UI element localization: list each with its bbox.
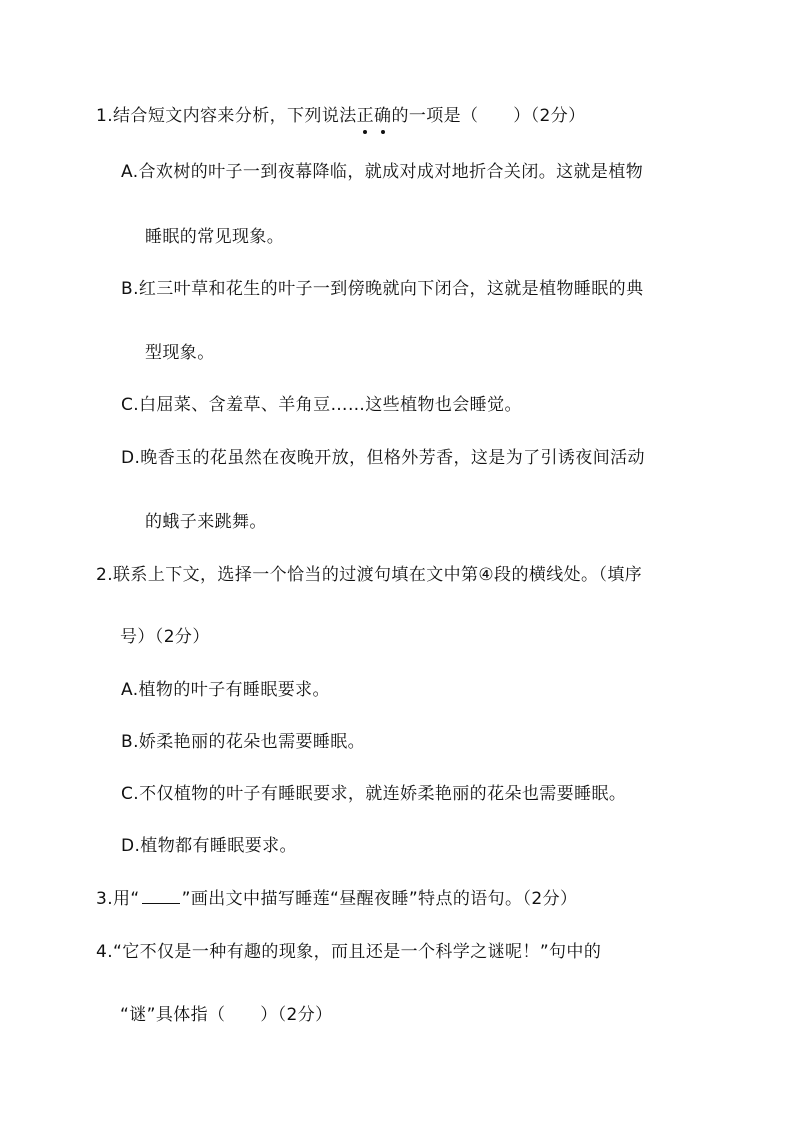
- q1-option-b-line2: 型现象。: [145, 343, 215, 363]
- emphasized-char-1: 正: [356, 106, 375, 126]
- question-4-stem-line1: 4.“它不仅是一种有趣的现象，而且还是一个科学之谜呢！”句中的: [96, 942, 602, 962]
- underline-mark: [142, 889, 180, 904]
- emphasized-char-2: 确: [374, 106, 392, 126]
- question-1-stem: [96, 104, 586, 128]
- question-1-stem-tail: 的一项是（ ）（2分）: [391, 106, 586, 126]
- q2-option-c: C.不仅植物的叶子有睡眠要求，就连娇柔艳丽的花朵也需要睡眠。: [121, 784, 627, 804]
- question-3-stem-text: 3.用“: [96, 889, 140, 909]
- q1-option-a-line2: 睡眠的常见现象。: [145, 227, 285, 247]
- question-3-stem-tail: ”画出文中描写睡莲“昼醒夜睡”特点的语句。（2分）: [181, 889, 578, 909]
- question-2-stem-line1: 2.联系上下文，选择一个恰当的过渡句填在文中第④段的横线处。（填序: [96, 565, 643, 585]
- question-1-stem-text: 1.结合短文内容来分析，下列说法: [96, 106, 357, 126]
- q2-option-b: B.娇柔艳丽的花朵也需要睡眠。: [121, 732, 366, 752]
- q2-option-d: D.植物都有睡眠要求。: [121, 836, 297, 856]
- q1-option-d-line1: D.晚香玉的花虽然在夜晚开放，但格外芳香，这是为了引诱夜间活动: [121, 448, 645, 468]
- question-3-stem: [96, 887, 577, 911]
- question-4-stem-line2: “谜”具体指（ ）（2分）: [120, 1005, 333, 1025]
- q1-option-b-line1: B.红三叶草和花生的叶子一到傍晚就向下闭合，这就是植物睡眠的典: [121, 279, 644, 299]
- q1-option-d-line2: 的蛾子来跳舞。: [145, 512, 267, 532]
- q1-option-c: C.白屈菜、含羞草、羊角豆……这些植物也会睡觉。: [121, 395, 522, 415]
- q2-option-a: A.植物的叶子有睡眠要求。: [121, 680, 330, 700]
- emphasis-dots: [357, 106, 392, 126]
- q1-option-a-line1: A.合欢树的叶子一到夜幕降临，就成对成对地折合关闭。这就是植物: [121, 162, 644, 182]
- question-2-stem-line2: 号）（2分）: [120, 627, 210, 647]
